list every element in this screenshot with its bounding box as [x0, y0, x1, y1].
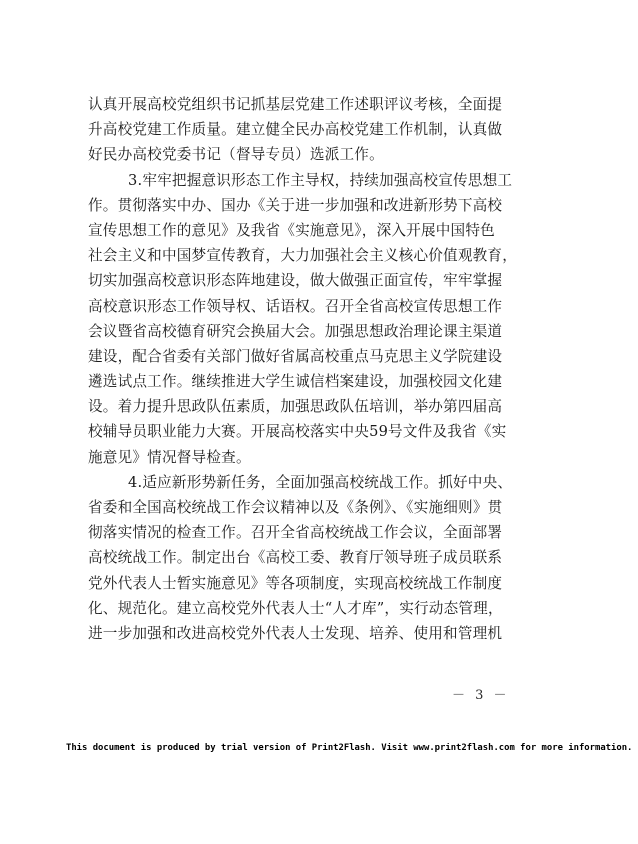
- body-line: 升高校党建工作质量。建立健全民办高校党建工作机制，认真做: [88, 121, 503, 139]
- page-number: － 3 －: [452, 688, 510, 703]
- body-line: 设。着力提升思政队伍素质，加强思政队伍培训，举办第四届高: [88, 398, 503, 416]
- body-line: 党外代表人士暂实施意见》等各项制度，实现高校统战工作制度: [88, 574, 503, 592]
- body-line: 切实加强高校意识形态阵地建设，做大做强正面宣传，牢牢掌握: [88, 272, 503, 290]
- body-line: 校辅导员职业能力大赛。开展高校落实中央59号文件及我省《实: [88, 423, 507, 441]
- body-line: 施意见》情况督导检查。: [88, 448, 251, 466]
- document-body: [88, 92, 518, 646]
- body-line: 彻落实情况的检查工作。召开全省高校统战工作会议，全面部署: [88, 524, 503, 542]
- body-line: 省委和全国高校统战工作会议精神以及《条例》、《实施细则》贯: [88, 499, 503, 516]
- body-line: 好民办高校党委书记（督导专员）选派工作。: [88, 146, 384, 164]
- body-line: 会议暨省高校德育研究会换届大会。加强思想政治理论课主渠道: [88, 322, 503, 340]
- body-line: 化、规范化。建立高校党外代表人士“人才库”，实行动态管理，: [88, 599, 503, 617]
- body-line: 建设，配合省委有关部门做好省属高校重点马克思主义学院建设: [88, 347, 503, 365]
- paragraph-heading-4: 4.适应新形势新任务，全面加强高校统战工作。抓好中央、: [128, 473, 513, 491]
- body-line: 遴选试点工作。继续推进大学生诚信档案建设，加强校园文化建: [88, 373, 503, 391]
- body-line: 进一步加强和改进高校党外代表人士发现、培养、使用和管理机: [88, 624, 503, 642]
- body-line: 高校统战工作。制定出台《高校工委、教育厅领导班子成员联系: [88, 549, 503, 567]
- trial-watermark: This document is produced by trial version of Print2Flash. Visit www.print2flash.com for more information.: [66, 743, 633, 753]
- body-line: 高校意识形态工作领导权、话语权。召开全省高校宣传思想工作: [88, 297, 503, 315]
- body-line: 社会主义和中国梦宣传教育，大力加强社会主义核心价值观教育，: [88, 247, 518, 265]
- paragraph-heading-3: 3.牢牢把握意识形态工作主导权，持续加强高校宣传思想工: [128, 171, 513, 189]
- body-line: 宣传思想工作的意见》及我省《实施意见》，深入开展中国特色: [88, 221, 495, 239]
- body-line: 认真开展高校党组织书记抓基层党建工作述职评议考核，全面提: [88, 96, 503, 113]
- body-line: 作。贯彻落实中办、国办《关于进一步加强和改进新形势下高校: [88, 196, 503, 214]
